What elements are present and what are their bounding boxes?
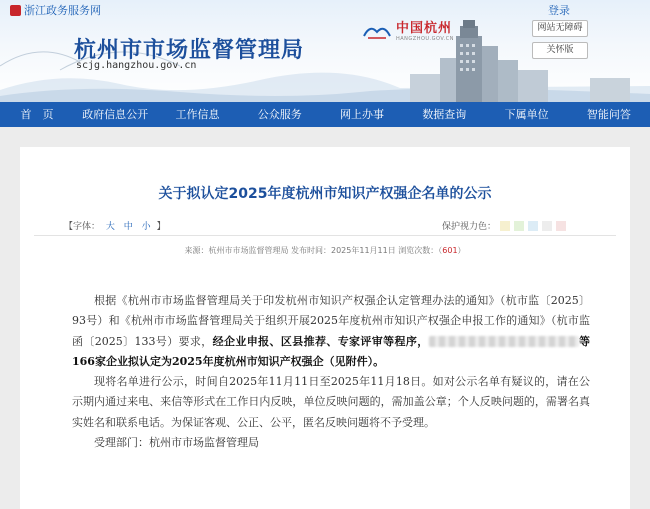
color-swatch-yellow[interactable] bbox=[500, 221, 510, 231]
hangzhou-logo-en: HANGZHOU.GOV.CN bbox=[396, 36, 454, 42]
login-link[interactable]: 登录 bbox=[548, 4, 570, 17]
nav-item-smart-qa[interactable]: 智能问答 bbox=[586, 108, 631, 121]
hangzhou-logo-icon bbox=[362, 20, 392, 40]
color-swatch-green[interactable] bbox=[514, 221, 524, 231]
eye-protect-colors bbox=[442, 219, 566, 232]
font-size-label: 【字体： bbox=[64, 222, 101, 232]
view-count-close: ） bbox=[457, 246, 466, 255]
article-paragraph: 受理部门：杭州市市场监督管理局 bbox=[94, 436, 259, 450]
article-paragraph bbox=[72, 291, 590, 372]
color-swatch-gray[interactable] bbox=[542, 221, 552, 231]
eye-protect-label: 保护视力色： bbox=[442, 222, 497, 232]
view-count-open: （ bbox=[438, 246, 443, 255]
zhejiang-gov-service-link[interactable] bbox=[10, 2, 101, 18]
redacted-company-names bbox=[429, 336, 579, 347]
nav-item-subordinate-units[interactable]: 下属单位 bbox=[504, 108, 549, 121]
article-title: 关于拟认定2025年度杭州市知识产权强企名单的公示 bbox=[158, 186, 492, 202]
hangzhou-logo-cn: 中国杭州 bbox=[396, 21, 453, 36]
font-size-label-end: 】 bbox=[156, 222, 166, 232]
color-swatch-blue[interactable] bbox=[528, 221, 538, 231]
main-nav bbox=[0, 102, 650, 127]
gov-emblem-icon bbox=[10, 5, 21, 16]
nav-item-home[interactable]: 首 页 bbox=[20, 108, 54, 121]
article-paragraph: 现将名单进行公示，时间自2025年11月11日至2025年11月18日。如对公示名单有疑议的，请在公示期内通过来电、来信等形式在工作日内反映，单位反映问题的，需加盖公章；个人反映问题的，需署名真实姓名和联系电话。为保证客观、公正、公平，匿名反映问题将不予受理。 bbox=[72, 375, 590, 429]
nav-item-work-info[interactable]: 工作信息 bbox=[175, 108, 220, 121]
paragraph-1-part-c: 等166家企业拟认定为2025年度杭州市知识产权强企（见附件）。 bbox=[72, 334, 590, 368]
font-size-control bbox=[64, 219, 166, 232]
gov-service-label: 浙江政务服务网 bbox=[24, 4, 101, 17]
site-header bbox=[0, 0, 650, 102]
article-toolbar bbox=[34, 216, 616, 236]
font-size-large[interactable]: 大 bbox=[105, 222, 115, 232]
view-count: 601 bbox=[442, 246, 458, 255]
font-size-small[interactable]: 小 bbox=[141, 222, 151, 232]
paragraph-1-part-a: 根据《杭州市市场监督管理局关于印发杭州市知识产权强企认定管理办法的通知》（杭市监〔2025〕93号）和《杭州市市场监督管理局关于组织开展2025年度杭州市知识产权强企申报工作的通知》（杭市监函〔2025〕133号）要求， bbox=[72, 294, 590, 348]
nav-item-data-query[interactable]: 数据查询 bbox=[422, 108, 467, 121]
accessibility-button[interactable]: 网站无障碍 bbox=[532, 20, 588, 37]
article-meta-text: 来源：杭州市市场监督管理局 发布时间：2025年11月11日 浏览次数： bbox=[184, 246, 439, 255]
article-meta bbox=[20, 245, 630, 256]
font-size-medium[interactable]: 中 bbox=[123, 222, 133, 232]
site-domain: scjg.hangzhou.gov.cn bbox=[76, 60, 197, 71]
nav-item-public-service[interactable]: 公众服务 bbox=[257, 108, 302, 121]
care-mode-button[interactable]: 关怀版 bbox=[532, 42, 588, 59]
color-swatch-pink[interactable] bbox=[556, 221, 566, 231]
nav-item-gov-info[interactable]: 政府信息公开 bbox=[82, 108, 149, 121]
article-body bbox=[72, 291, 590, 453]
paragraph-1-emphasis: 经企业申报、区县推荐、专家评审等程序， bbox=[212, 334, 429, 348]
hangzhou-logo[interactable] bbox=[362, 17, 454, 42]
site-title: 杭州市市场监督管理局 bbox=[74, 38, 305, 63]
nav-item-online-service[interactable]: 网上办事 bbox=[340, 108, 385, 121]
article-container bbox=[20, 147, 630, 509]
